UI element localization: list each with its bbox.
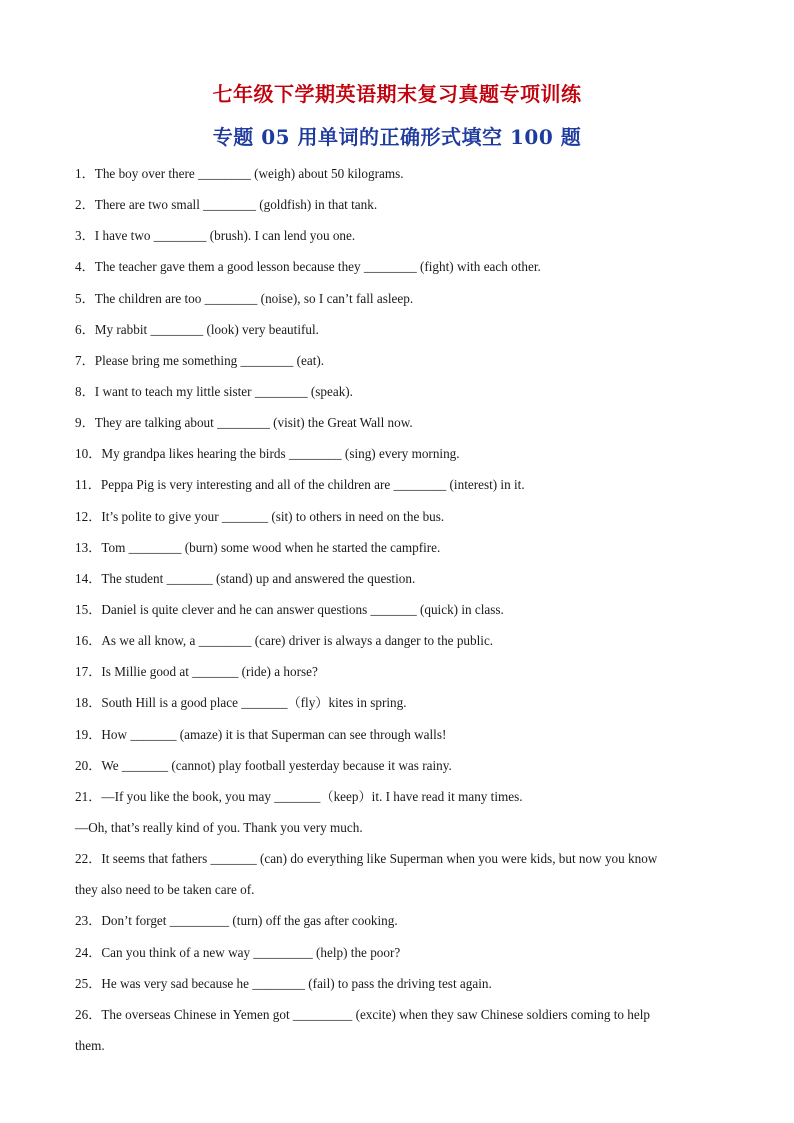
question-number: 26．	[75, 1006, 102, 1022]
question-number: 1．	[75, 166, 95, 181]
question-continuation	[75, 812, 715, 843]
question-text: —Oh, that’s really kind of you. Thank you very much.	[75, 819, 363, 835]
question-item	[75, 999, 715, 1030]
page-subtitle: 专题 05 用单词的正确形式填空 100 题	[212, 125, 582, 149]
question-text: Daniel is quite clever and he can answer questions _______ (quick) in class.	[101, 601, 504, 617]
question-text: The student _______ (stand) up and answered the question.	[101, 570, 416, 586]
question-text: It seems that fathers _______ (can) do everything like Superman when you were kids, but now you know	[101, 851, 658, 867]
question-text: My rabbit ________ (look) very beautiful.	[94, 321, 319, 337]
question-item	[75, 314, 715, 345]
question-item	[75, 905, 715, 936]
question-item	[75, 750, 715, 781]
question-text: South Hill is a good place _______（fly）kites in spring.	[101, 695, 407, 711]
question-number: 16．	[75, 633, 102, 649]
question-item	[75, 968, 715, 999]
question-item	[75, 656, 715, 687]
question-text: Peppa Pig is very interesting and all of the children are ________ (interest) in it.	[100, 477, 525, 493]
question-text: The overseas Chinese in Yemen got _________ (excite) when they saw Chinese soldiers coming to help	[101, 1006, 651, 1022]
question-text: The children are too ________ (noise), so I can’t fall asleep.	[94, 290, 414, 306]
question-item	[75, 251, 715, 282]
question-number: 11．	[75, 477, 101, 493]
question-item	[75, 345, 715, 376]
question-item	[75, 625, 715, 656]
question-item	[75, 501, 715, 532]
question-item	[75, 594, 715, 625]
question-text: The boy over there ________ (weigh) about 50 kilograms.	[94, 166, 404, 181]
question-text: He was very sad because he ________ (fail) to pass the driving test again.	[101, 975, 492, 991]
question-number: 7．	[75, 352, 95, 368]
question-number: 6．	[75, 321, 95, 337]
question-item	[75, 189, 715, 220]
question-number: 5．	[75, 290, 95, 306]
question-text: It’s polite to give your _______ (sit) to others in need on the bus.	[101, 508, 445, 524]
question-item	[75, 687, 715, 718]
question-text: they also need to be taken care of.	[75, 882, 255, 898]
question-number: 23．	[75, 913, 102, 929]
question-number: 17．	[75, 664, 102, 680]
question-text: Tom ________ (burn) some wood when he started the campfire.	[101, 539, 441, 555]
question-number: 25．	[75, 975, 102, 991]
question-item	[75, 407, 715, 438]
question-item	[75, 438, 715, 469]
question-number: 2．	[75, 197, 95, 213]
question-item	[75, 843, 715, 874]
question-number: 9．	[75, 415, 95, 431]
question-text: As we all know, a ________ (care) driver is always a danger to the public.	[101, 633, 494, 649]
question-number: 20．	[75, 757, 102, 773]
question-text: Please bring me something ________ (eat).	[94, 352, 325, 368]
question-number: 13．	[75, 539, 102, 555]
question-text: —If you like the book, you may _______（keep）it. I have read it many times.	[101, 788, 523, 804]
question-number: 18．	[75, 695, 102, 711]
question-text: Can you think of a new way _________ (help) the poor?	[101, 944, 401, 960]
question-item	[75, 563, 715, 594]
question-number: 3．	[75, 228, 95, 244]
question-item	[75, 532, 715, 563]
question-text: The teacher gave them a good lesson because they ________ (fight) with each other.	[94, 259, 541, 275]
question-item	[75, 376, 715, 407]
question-text: Is Millie good at _______ (ride) a horse?	[101, 664, 318, 680]
question-text: My grandpa likes hearing the birds ________ (sing) every morning.	[101, 446, 460, 462]
question-number: 14．	[75, 570, 102, 586]
question-text: I want to teach my little sister ________ (speak).	[94, 383, 353, 399]
question-number: 12．	[75, 508, 102, 524]
question-item	[75, 719, 715, 750]
question-number: 10．	[75, 446, 102, 462]
question-number: 4．	[75, 259, 95, 275]
question-continuation	[75, 1030, 715, 1061]
question-list	[75, 158, 715, 1061]
question-text: There are two small ________ (goldfish) in that tank.	[94, 197, 378, 213]
question-text: I have two ________ (brush). I can lend you one.	[94, 228, 356, 244]
question-number: 22．	[75, 851, 102, 867]
question-item	[75, 469, 715, 500]
question-item	[75, 220, 715, 251]
question-text: Don’t forget _________ (turn) off the gas after cooking.	[101, 913, 398, 929]
question-item	[75, 158, 715, 189]
question-text: them.	[75, 1037, 105, 1053]
question-item	[75, 781, 715, 812]
question-number: 15．	[75, 601, 102, 617]
question-number: 24．	[75, 944, 102, 960]
question-item	[75, 937, 715, 968]
question-text: We _______ (cannot) play football yesterday because it was rainy.	[101, 757, 452, 773]
question-text: They are talking about ________ (visit) the Great Wall now.	[94, 415, 413, 431]
question-text: How _______ (amaze) it is that Superman can see through walls!	[101, 726, 447, 742]
question-continuation	[75, 874, 715, 905]
page-title: 七年级下学期英语期末复习真题专项训练	[212, 82, 582, 106]
question-number: 19．	[75, 726, 102, 742]
question-item	[75, 283, 715, 314]
question-number: 8．	[75, 383, 95, 399]
question-number: 21．	[75, 788, 102, 804]
